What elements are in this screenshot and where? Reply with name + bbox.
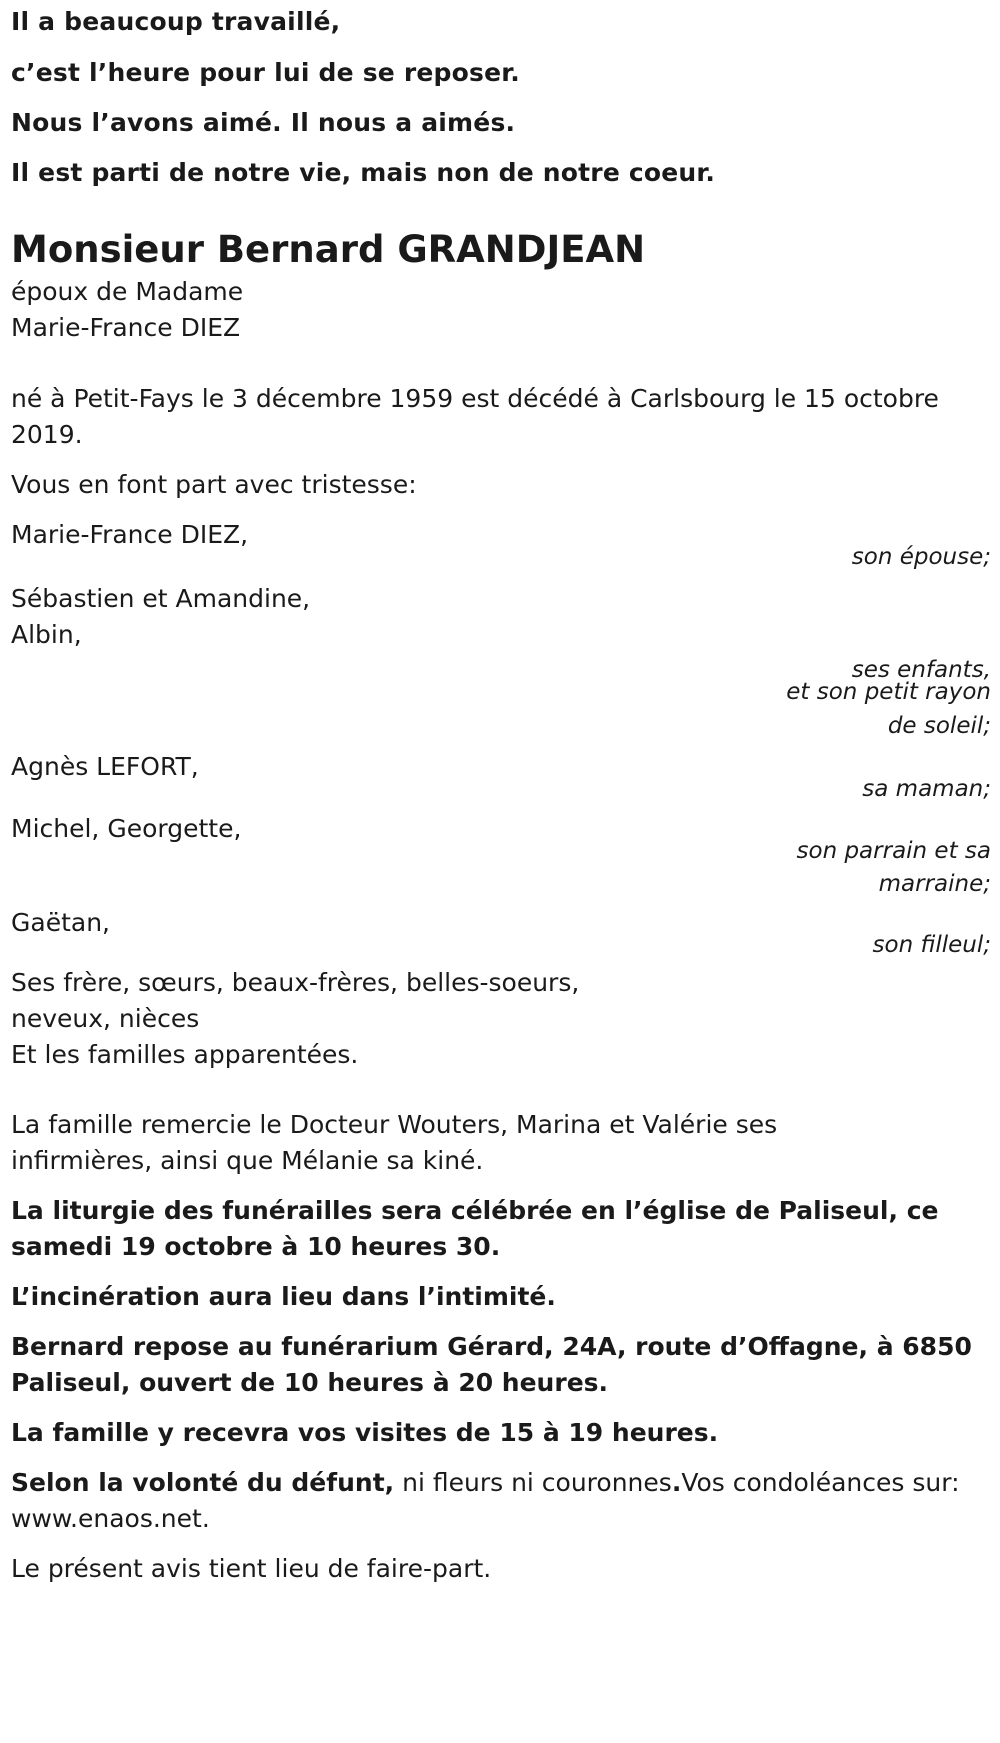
incineration-line: L’incinération aura lieu dans l’intimité. xyxy=(11,1282,556,1311)
family-list xyxy=(11,515,991,1073)
deceased-name: Monsieur Bernard GRANDJEAN xyxy=(11,228,646,271)
liturgy-line: La liturgie des funérailles sera célébrée en l’église de Paliseul, ce xyxy=(11,1196,939,1225)
condolences-link[interactable]: www.enaos.net. xyxy=(11,1504,210,1533)
visits-line: La famille y recevra vos visites de 15 à 19 heures. xyxy=(11,1418,719,1447)
family-others: Et les familles apparentées. xyxy=(11,1040,359,1069)
family-name: Marie-France DIEZ, xyxy=(11,520,249,549)
closing-line: Le présent avis tient lieu de faire-part. xyxy=(11,1554,492,1583)
family-name: Michel, Georgette, xyxy=(11,814,242,843)
family-role: sa maman; xyxy=(862,776,991,802)
family-role: son épouse; xyxy=(851,544,991,570)
wish-text xyxy=(11,1465,960,1501)
funerarium-line: Bernard repose au funérarium Gérard, 24A, route d’Offagne, à 6850 xyxy=(11,1332,972,1361)
liturgy-line: samedi 19 octobre à 10 heures 30. xyxy=(11,1232,501,1261)
birth-death-line: 2019. xyxy=(11,420,83,449)
poem-line: Nous l’avons aimé. Il nous a aimés. xyxy=(11,108,516,137)
poem xyxy=(11,7,991,188)
wish-dot: . xyxy=(671,1468,682,1497)
birth-death-line: né à Petit-Fays le 3 décembre 1959 est décédé à Carlsbourg le 15 octobre xyxy=(11,384,939,413)
wish-rest: ni fleurs ni couronnes xyxy=(394,1468,672,1497)
family-role: et son petit rayon xyxy=(786,679,991,705)
poem-line: Il est parti de notre vie, mais non de notre coeur. xyxy=(11,158,716,187)
family-role: marraine; xyxy=(878,871,991,897)
thanks-line: infirmières, ainsi que Mélanie sa kiné. xyxy=(11,1146,484,1175)
family-role: son filleul; xyxy=(872,932,991,958)
family-name: Albin, xyxy=(11,620,82,649)
family-role: ses enfants, xyxy=(851,657,991,683)
spouse-line: époux de Madame xyxy=(11,277,244,306)
spouse-line: Marie-France DIEZ xyxy=(11,313,241,342)
family-name: Sébastien et Amandine, xyxy=(11,584,311,613)
family-role: son parrain et sa xyxy=(796,838,991,864)
family-role: de soleil; xyxy=(887,713,991,739)
obituary-notice xyxy=(11,0,991,1587)
wish-bold: Selon la volonté du défunt, xyxy=(11,1468,395,1497)
funerarium-line: Paliseul, ouvert de 10 heures à 20 heures. xyxy=(11,1368,609,1397)
poem-line: Il a beaucoup travaillé, xyxy=(11,7,341,36)
family-name: Agnès LEFORT, xyxy=(11,752,199,781)
thanks-line: La famille remercie le Docteur Wouters, Marina et Valérie ses xyxy=(11,1110,778,1139)
family-name: Gaëtan, xyxy=(11,908,110,937)
family-others: neveux, nièces xyxy=(11,1004,200,1033)
family-others: Ses frère, sœurs, beaux-frères, belles-soeurs, xyxy=(11,968,580,997)
wish-line xyxy=(11,1465,991,1501)
poem-line: c’est l’heure pour lui de se reposer. xyxy=(11,58,520,87)
announcement: Vous en font part avec tristesse: xyxy=(11,470,417,499)
condolences-label: Vos condoléances sur: xyxy=(681,1468,960,1497)
